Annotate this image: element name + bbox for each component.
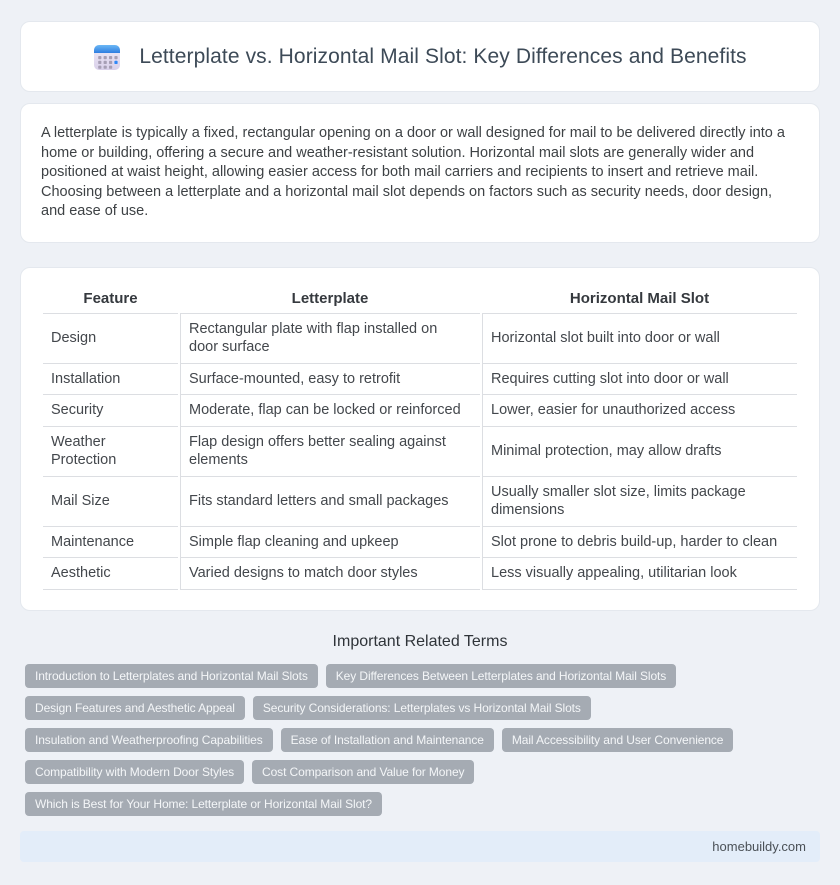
related-term-tag[interactable]: Security Considerations: Letterplates vs Horizontal Mail Slots — [253, 696, 591, 720]
column-header: Feature — [43, 288, 178, 314]
related-term-tag[interactable]: Introduction to Letterplates and Horizontal Mail Slots — [25, 664, 318, 688]
table-row — [43, 477, 797, 527]
feature-cell: Weather Protection — [43, 427, 178, 477]
related-term-tag[interactable]: Compatibility with Modern Door Styles — [25, 760, 244, 784]
letterplate-cell: Flap design offers better sealing against elements — [180, 427, 480, 477]
feature-cell: Mail Size — [43, 477, 178, 527]
table-header-row — [43, 288, 797, 314]
feature-cell: Design — [43, 314, 178, 364]
header-card — [20, 21, 820, 92]
letterplate-cell: Varied designs to match door styles — [180, 558, 480, 590]
mail-slot-cell: Less visually appealing, utilitarian look — [482, 558, 797, 590]
related-term-tag[interactable]: Cost Comparison and Value for Money — [252, 760, 474, 784]
mail-slot-cell: Slot prone to debris build-up, harder to clean — [482, 527, 797, 559]
letterplate-cell: Simple flap cleaning and upkeep — [180, 527, 480, 559]
intro-card — [20, 103, 820, 243]
letterplate-cell: Rectangular plate with flap installed on door surface — [180, 314, 480, 364]
related-term-tag[interactable]: Which is Best for Your Home: Letterplate or Horizontal Mail Slot? — [25, 792, 382, 816]
related-term-tag[interactable]: Key Differences Between Letterplates and Horizontal Mail Slots — [326, 664, 676, 688]
letterplate-cell: Fits standard letters and small packages — [180, 477, 480, 527]
mail-slot-cell: Requires cutting slot into door or wall — [482, 364, 797, 396]
table-row — [43, 364, 797, 396]
related-terms-heading: Important Related Terms — [332, 632, 508, 650]
letterplate-cell: Moderate, flap can be locked or reinforced — [180, 395, 480, 427]
column-header: Horizontal Mail Slot — [482, 288, 797, 314]
table-row — [43, 314, 797, 364]
table-row — [43, 527, 797, 559]
table-row — [43, 395, 797, 427]
related-term-tag[interactable]: Design Features and Aesthetic Appeal — [25, 696, 245, 720]
feature-cell: Maintenance — [43, 527, 178, 559]
intro-text: A letterplate is typically a fixed, rectangular opening on a door or wall designed for mail to be delivered directly into a home or building, offering a secure and weather-resistant solution. Horizontal mail slots are generally wider and positioned at waist height, allowing easier access for both mail carriers and recipients to insert and retrieve mail. Choosing between a letterplate and a horizontal mail slot depends on factors such as security needs, door design, and ease of use. — [41, 125, 785, 219]
comparison-table-card — [20, 267, 820, 611]
feature-cell: Aesthetic — [43, 558, 178, 590]
letterplate-cell: Surface-mounted, easy to retrofit — [180, 364, 480, 396]
feature-cell: Installation — [43, 364, 178, 396]
mail-slot-cell: Usually smaller slot size, limits package dimensions — [482, 477, 797, 527]
related-terms-list — [20, 664, 820, 816]
page-title: Letterplate vs. Horizontal Mail Slot: Key Differences and Benefits — [139, 44, 747, 68]
related-term-tag[interactable]: Mail Accessibility and User Convenience — [502, 728, 734, 752]
table-row — [43, 427, 797, 477]
comparison-table — [41, 288, 799, 590]
feature-cell: Security — [43, 395, 178, 427]
calendar-icon — [93, 43, 121, 71]
column-header: Letterplate — [180, 288, 480, 314]
related-term-tag[interactable]: Ease of Installation and Maintenance — [281, 728, 494, 752]
site-name: homebuildy.com — [712, 838, 806, 854]
mail-slot-cell: Horizontal slot built into door or wall — [482, 314, 797, 364]
table-row — [43, 558, 797, 590]
footer-bar — [20, 831, 820, 862]
related-term-tag[interactable]: Insulation and Weatherproofing Capabilities — [25, 728, 273, 752]
mail-slot-cell: Lower, easier for unauthorized access — [482, 395, 797, 427]
mail-slot-cell: Minimal protection, may allow drafts — [482, 427, 797, 477]
